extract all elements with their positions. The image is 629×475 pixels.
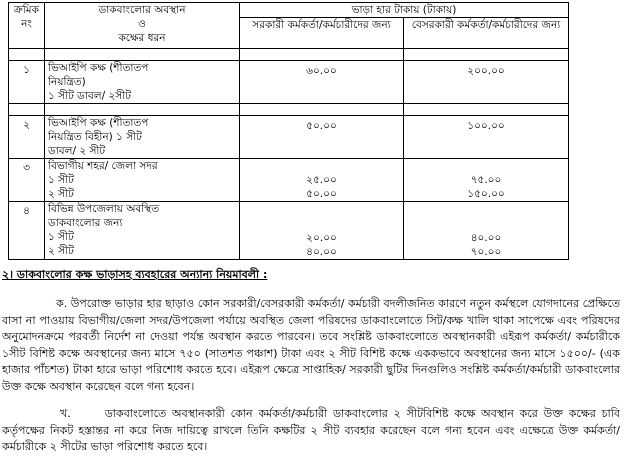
description-line: ডাকবাংলোর জন্য — [48, 217, 123, 229]
row-private-rate — [404, 116, 569, 159]
paragraph-kha-label: খ. — [60, 407, 71, 420]
table-spacer-row — [9, 49, 569, 61]
col-description-line: কক্ষের ধরন — [118, 32, 166, 44]
description-line: ডাবল/ ২ সীট — [48, 145, 106, 157]
table-row — [9, 116, 569, 159]
rate-value: ১০০.০০ — [467, 120, 505, 132]
row-govt-rate — [240, 202, 404, 260]
col-private-header: বেসরকারী কর্মকর্তা/কর্মচারীদের জন্য — [404, 18, 569, 49]
rate-value: ৭০.০০ — [470, 246, 502, 258]
section-heading: ২। ডাকবাংলোর কক্ষ ভাড়াসহ ব্যবহারের অন্যান্য নিয়মাবলী : — [2, 268, 268, 281]
rate-value: ৬০.০০ — [306, 65, 337, 77]
description-line: ভিআইপি কক্ষ (শীতাতপ — [48, 117, 149, 129]
col-description-header — [45, 3, 240, 49]
row-serial: ২ — [9, 116, 45, 159]
row-serial: ৩ — [9, 159, 45, 202]
paragraph-kha-text: ডাকবাংলোতে অবস্থানকারী কোন কর্মকর্তা/কর্মচারী ডাকবাংলোর ২ সীটবিশিষ্ট কক্ষে অবস্থান করে উক্ত কক্ষের চাবি কর্তৃপক্ষের নিকট হস্তান্তর না করে নিজ দায়িত্বে রাখলে তিনি কক্ষটির ২ সীট ব্যবহার করেছেন বলে গন্য হবেন এবং এক্ষেত্রে উক্ত কর্মকর্তা/কর্মচারীকে ২ সীটের ভাড়া পরিশোধ করতে হবে। — [2, 407, 620, 453]
description-line: বিভাগীয় শহর/ জেলা সদর — [48, 160, 158, 172]
row-govt-rate — [240, 159, 404, 202]
table-header-row — [9, 3, 569, 18]
row-private-rate — [404, 61, 569, 104]
col-description-line: ডাকবাংলোর অবস্থান — [98, 4, 186, 16]
rate-value: ২০.০০ — [306, 232, 337, 244]
description-line: ১ সীট — [48, 231, 74, 243]
description-line: নিয়ন্ত্রিত বিহীন) ১ সীট — [48, 131, 142, 143]
col-description-line: ও — [138, 18, 146, 30]
description-line: ভিআইপি কক্ষ (শীতাতপ — [48, 62, 149, 74]
rate-value: ৭৫.০০ — [470, 174, 502, 186]
description-line: বিভিন্ন উপজেলায় অবস্থিত — [48, 203, 160, 215]
table-row — [9, 159, 569, 202]
row-serial: ৪ — [9, 202, 45, 260]
rate-table — [8, 2, 569, 260]
col-govt-header: সরকারী কর্মকর্তা/কর্মচারীদের জন্য — [240, 18, 404, 49]
rate-value: ৪০.০০ — [306, 246, 337, 258]
row-private-rate — [404, 159, 569, 202]
row-serial: ১ — [9, 61, 45, 104]
rate-value: ২০০.০০ — [467, 65, 505, 77]
row-description — [45, 61, 240, 104]
row-description — [45, 116, 240, 159]
description-line: ১ সীট ডাবল/ ২সীট — [48, 90, 131, 102]
row-private-rate — [404, 202, 569, 260]
rate-value: ১৫০.০০ — [467, 188, 505, 200]
table-row — [9, 61, 569, 104]
rate-value: ৫০.০০ — [306, 188, 337, 200]
paragraph-kha — [2, 406, 620, 456]
row-description — [45, 159, 240, 202]
description-line: ১ সীট — [48, 174, 74, 186]
paragraph-ka: ক. উপরোক্ত ভাড়ার হার ছাড়াও কোন সরকারী/বেসরকারী কর্মকর্তা/ কর্মচারী বদলীজনিত কারণে নতুন কর্মস্থলে যোগদানের প্রেক্ষিতে বাসা না পাওয়ায় বিভাগীয়/জেলা সদর/উপজেলা পর্যায়ে অবস্থিত জেলা পরিষদের ডাকবাংলোতে সিট/কক্ষ খালি থাকা সাপেক্ষে এবং পরিষদের অনুমোদনক্রমে পরবর্তী নির্দেশ না দেওয়া পর্যন্ত অবস্থান করতে পারবেন। তবে সংশ্লিষ্ট ডাকবাংলোতে অবস্থানকারী এইরূপ কর্মকর্তা/ কর্মচারীকে ১সীট বিশিষ্ট কক্ষে অবস্থানের জন্য মাসে ৭৫০ (সাতশত পঞ্চাশ) টাকা এবং ২ সীট বিশিষ্ট কক্ষে এককভাবে অবস্থানের জন্য মাসে ১৫০০/- (এক হাজার পাঁচশত) টাকা হারে ভাড়া পরিশোধ করতে হবে। এইরূপ ক্ষেত্রে সাপ্তাহিক/ সরকারী ছুটির দিনগুলিও সংশ্লিষ্ট কর্মকর্তা/কর্মচারী ডাকবাংলোর উক্ত কক্ষে অবস্থান করেছেন বলে গন্য হবেন। — [2, 297, 620, 393]
description-line: ২ সীট — [48, 188, 74, 200]
table-row — [9, 202, 569, 260]
row-govt-rate — [240, 116, 404, 159]
row-description — [45, 202, 240, 260]
description-line: ২ সীট — [48, 245, 74, 257]
description-line: নিয়ন্ত্রিত) — [48, 76, 86, 88]
table-spacer-row — [9, 104, 569, 116]
col-serial-header: ক্রমিক নং — [9, 3, 45, 49]
col-rate-group-header: ভাড়া হার টাকায় (টাকায়) — [240, 3, 569, 18]
row-govt-rate — [240, 61, 404, 104]
rate-value: ৪০.০০ — [470, 232, 502, 244]
rate-value: ২৫.০০ — [306, 174, 337, 186]
rate-value: ৫০.০০ — [306, 120, 337, 132]
